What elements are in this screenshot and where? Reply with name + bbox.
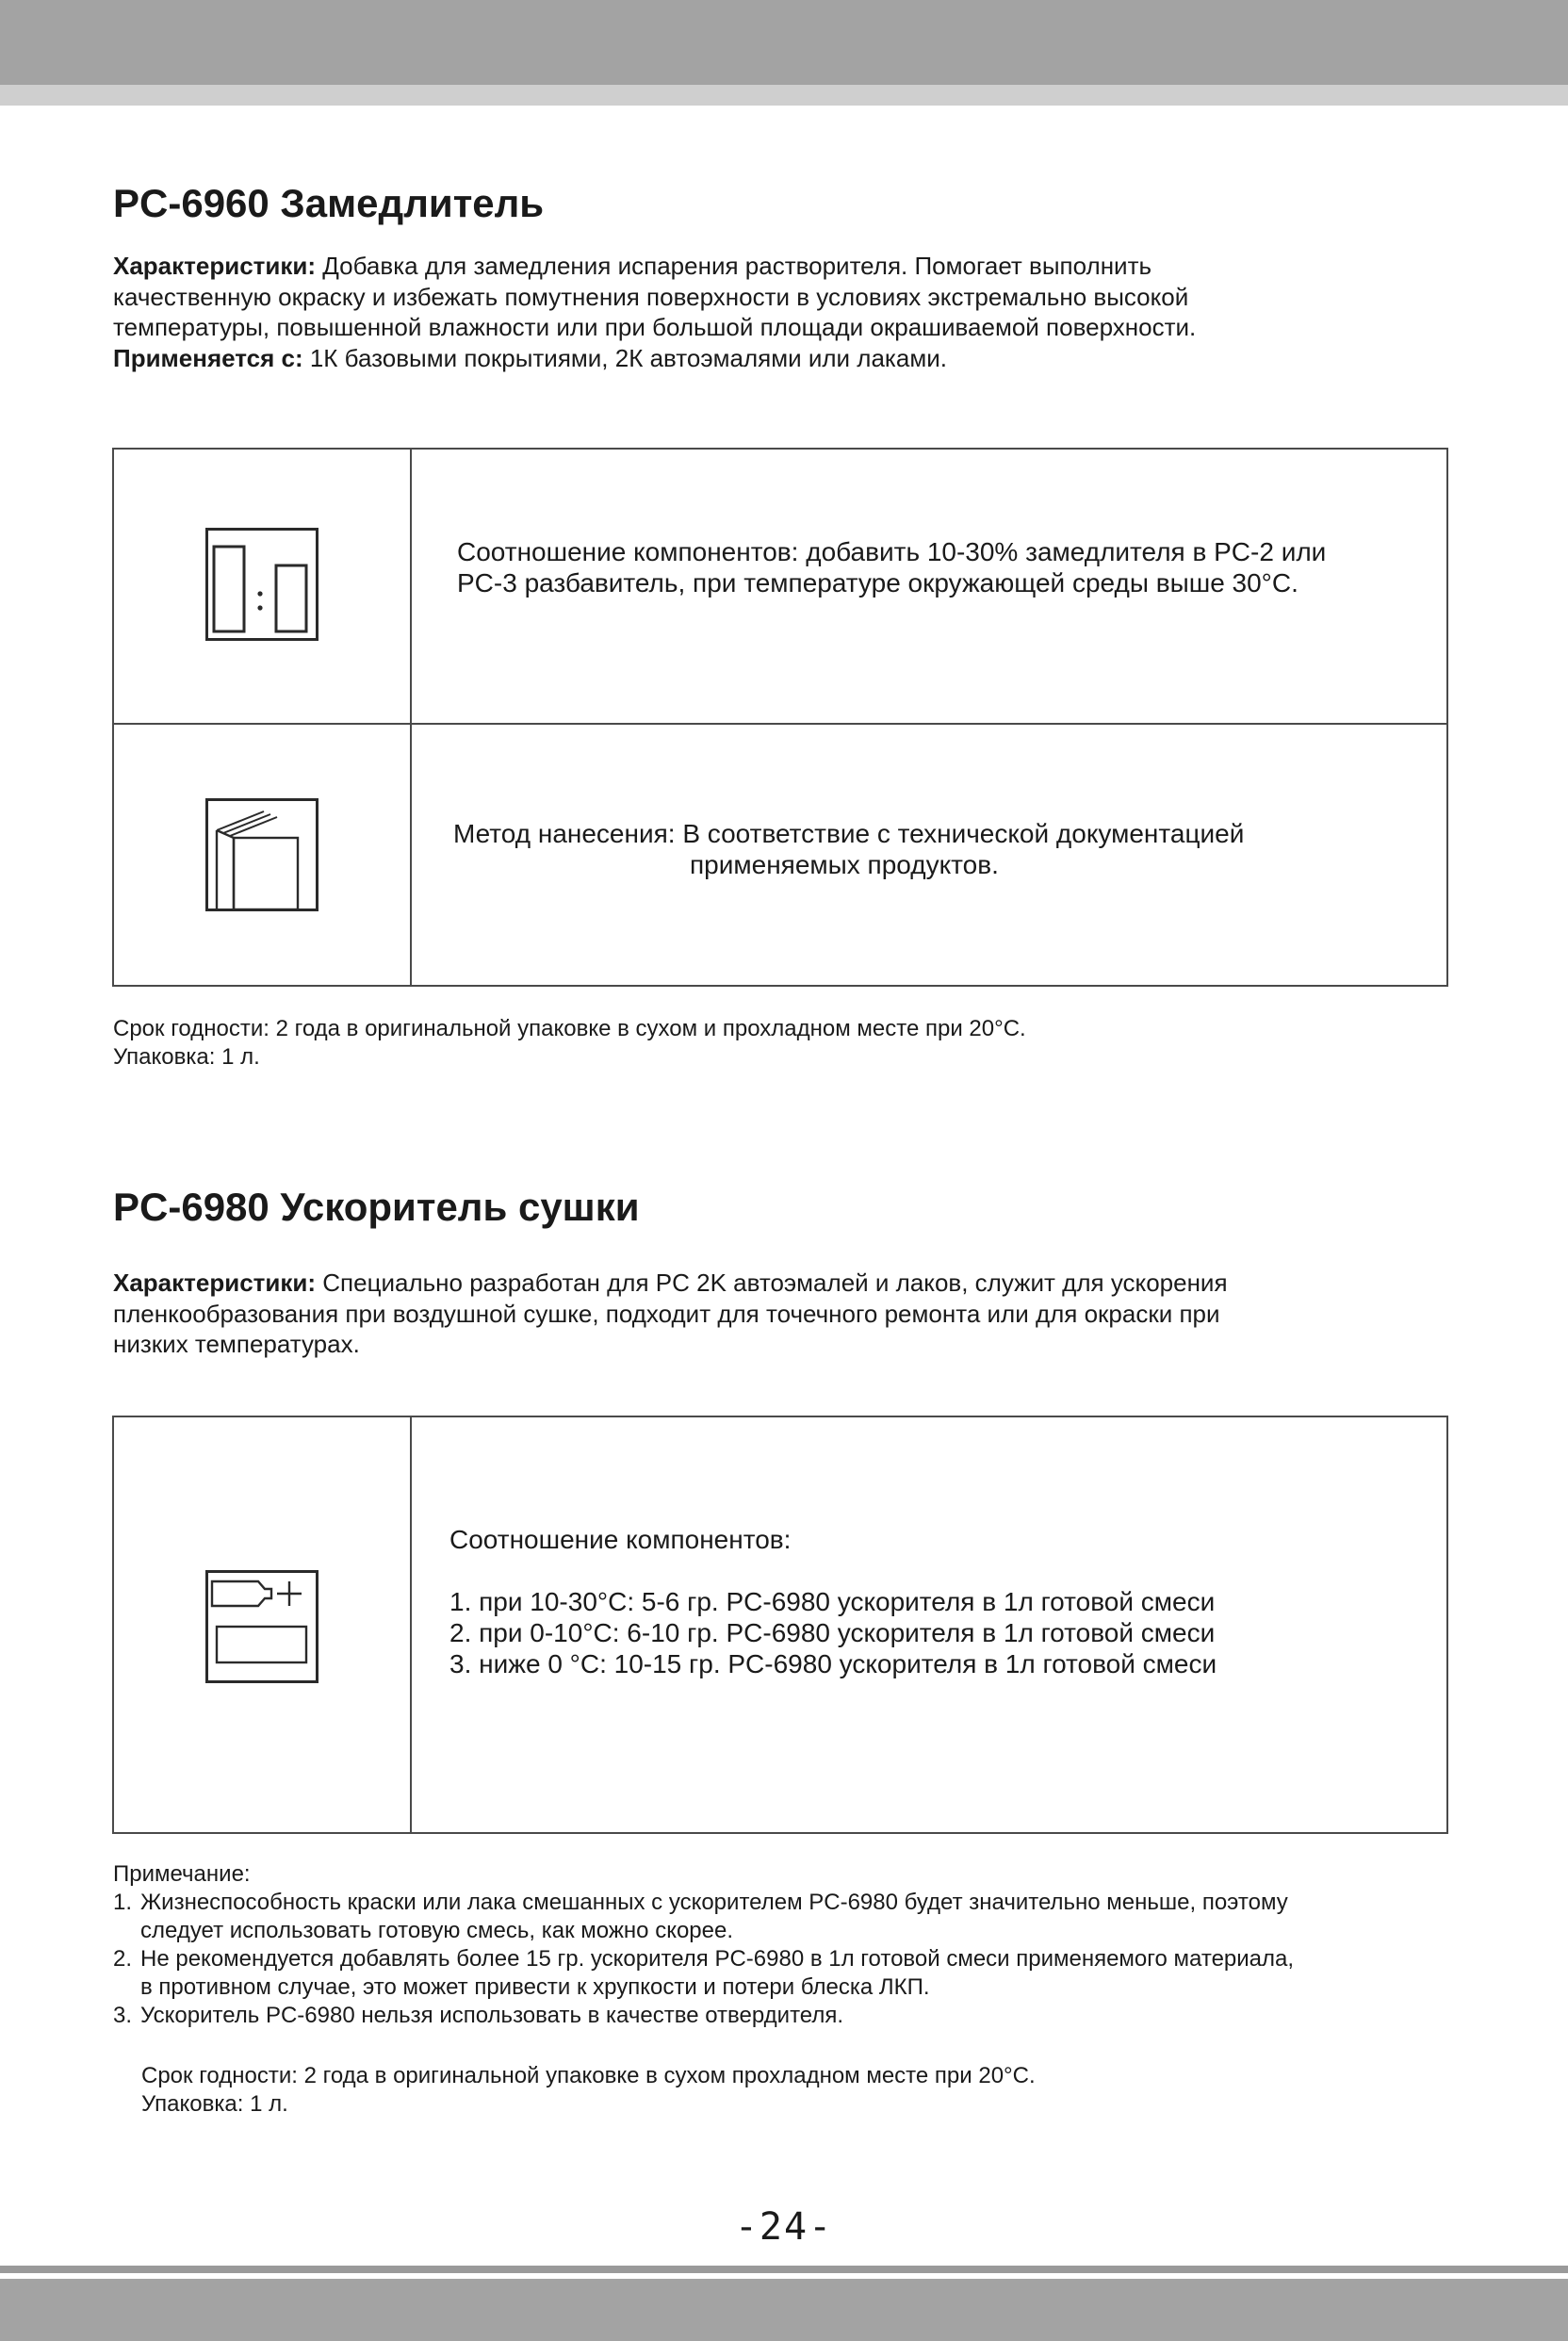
application-method-line: Метод нанесения: В соответствие с технической документацией	[453, 819, 1245, 848]
icon-cell	[114, 450, 412, 723]
usage-label: Применяется с:	[113, 343, 303, 372]
additive-plus-mixture-icon	[205, 1570, 318, 1683]
section-title-pc6980: PC-6980 Ускоритель сушки	[113, 1185, 640, 1229]
note-line: Жизнеспособность краски или лака смешанных с ускорителем PC-6980 будет значительно меньше, поэтому	[140, 1890, 1288, 1915]
characteristics-line: качественную окраску и избежать помутнения поверхности в условиях экстремально высокой	[113, 282, 1189, 311]
packaging-pc6960: Упаковка: 1 л.	[113, 1044, 260, 1070]
spec-row-accelerator-ratio	[114, 1417, 1446, 1832]
note-line: следует использовать готовую смесь, как можно скорее.	[140, 1918, 734, 1943]
section-title-pc6960: PC-6960 Замедлитель	[113, 181, 545, 225]
technical-documentation-book-icon	[205, 798, 318, 911]
packaging-pc6980: Упаковка: 1 л.	[141, 2091, 288, 2117]
characteristics-line: Специально разработан для PC 2K автоэмалей и лаков, служит для ускорения	[316, 1269, 1228, 1297]
icon-cell	[114, 725, 412, 985]
bottom-footer-band	[0, 2279, 1568, 2341]
note-item	[113, 1889, 1470, 1945]
note-item	[113, 2002, 1470, 2030]
spec-row-application-method	[114, 723, 1446, 985]
note-title: Примечание:	[113, 1861, 251, 1887]
spec-table-pc6980	[112, 1416, 1448, 1834]
note-number: 3.	[113, 2003, 133, 2028]
note-line: в противном случае, это может привести к хрупкости и потери блеска ЛКП.	[140, 1974, 930, 2000]
characteristics-line: пленкообразования при воздушной сушке, подходит для точечного ремонта или для окраски при	[113, 1299, 1220, 1328]
usage-text: 1К базовыми покрытиями, 2К автоэмалями или лаками.	[302, 343, 947, 372]
accelerator-ratio-text	[412, 1417, 1446, 1832]
shelf-life-pc6960: Срок годности: 2 года в оригинальной упаковке в сухом и прохладном месте при 20°C.	[113, 1016, 1026, 1041]
top-header-band	[0, 0, 1568, 85]
notes-block	[113, 1860, 1470, 2030]
characteristics-label: Характеристики:	[113, 1269, 317, 1297]
note-number: 2.	[113, 1946, 133, 1972]
characteristics-paragraph-pc6960	[113, 251, 1451, 373]
application-method-text	[412, 725, 1446, 985]
note-item	[113, 1945, 1470, 2002]
characteristics-paragraph-pc6980	[113, 1268, 1451, 1360]
shelf-life-pc6980: Срок годности: 2 года в оригинальной упаковке в сухом прохладном месте при 20°C.	[141, 2063, 1036, 2088]
bottom-footer-line	[0, 2266, 1568, 2273]
note-number: 1.	[113, 1890, 133, 1915]
mixing-ratio-text	[412, 450, 1446, 723]
accelerator-ratio-item: 2. при 0-10°C: 6-10 гр. PC-6980 ускорителя в 1л готовой смеси	[449, 1618, 1216, 1647]
mixing-ratio-line: PC-3 разбавитель, при температуре окружающей среды выше 30°C.	[457, 568, 1298, 598]
accelerator-ratio-heading: Соотношение компонентов:	[449, 1525, 792, 1554]
mixing-ratio-line: Соотношение компонентов: добавить 10-30% замедлителя в PC-2 или	[457, 537, 1327, 566]
characteristics-line: температуры, повышенной влажности или при большой площади окрашиваемой поверхности.	[113, 313, 1197, 341]
accelerator-ratio-list	[449, 1586, 1217, 1679]
mixing-ratio-icon	[205, 528, 318, 641]
characteristics-label: Характеристики:	[113, 252, 317, 280]
note-line: Ускоритель PC-6980 нельзя использовать в качестве отвердителя.	[140, 2003, 844, 2028]
characteristics-line: низких температурах.	[113, 1330, 360, 1358]
note-line: Не рекомендуется добавлять более 15 гр. ускорителя PC-6980 в 1л готовой смеси применяемого материала,	[140, 1946, 1295, 1972]
accelerator-ratio-item: 3. ниже 0 °C: 10-15 гр. PC-6980 ускорителя в 1л готовой смеси	[449, 1649, 1217, 1678]
page-number: -24-	[734, 2205, 834, 2249]
accelerator-ratio-item: 1. при 10-30°C: 5-6 гр. PC-6980 ускорителя в 1л готовой смеси	[449, 1587, 1216, 1616]
spec-row-mixing-ratio	[114, 450, 1446, 723]
application-method-line: применяемых продуктов.	[690, 850, 999, 879]
spec-table-pc6960	[112, 448, 1448, 987]
icon-cell	[114, 1417, 412, 1832]
characteristics-line: Добавка для замедления испарения растворителя. Помогает выполнить	[316, 252, 1152, 280]
top-header-stripe	[0, 85, 1568, 106]
